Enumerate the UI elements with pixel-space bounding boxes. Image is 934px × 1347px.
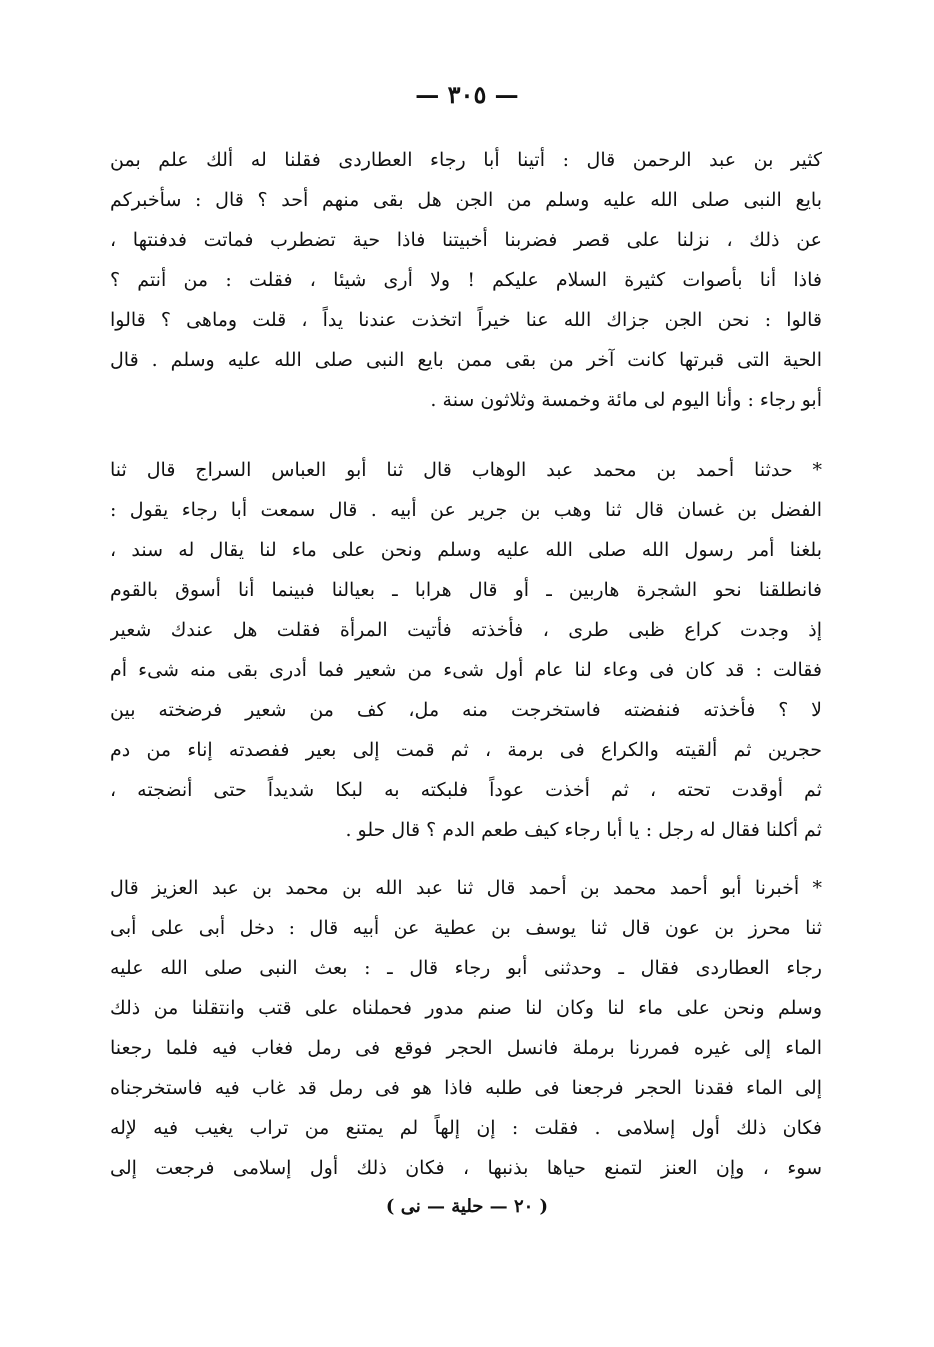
text-line: بلغنا أمر رسول الله صلى الله عليه وسلم ونحن على ماء لنا يقال له سند ،: [110, 539, 822, 561]
text-line: حجرين ثم ألقيته والكراع فى برمة ، ثم قمت إلى بعير ففصدته إناء من دم: [110, 739, 822, 761]
text-line: ثم أوقدت تحته ، ثم أخذت عوداً فلبكته به لبكا شديداً حتى أنضجته ،: [110, 779, 822, 801]
text-line: إلى الماء فقدنا الحجر فرجعنا فى طلبه فاذا هو فى رمل قد غاب فيه فاستخرجناه: [110, 1077, 822, 1099]
text-line: بايع النبى صلى الله عليه وسلم من الجن هل بقى منهم أحد ؟ قال : سأخبركم: [110, 189, 822, 211]
text-line: الحية التى قبرتها كانت آخر من بقى ممن بايع النبى صلى الله عليه وسلم . قال: [110, 349, 822, 371]
text-line: ثم أكلنا فقال له رجل : يا أبا رجاء كيف طعم الدم ؟ قال حلو .: [345, 819, 822, 841]
paragraph-1: [110, 140, 822, 420]
text-line: أبو رجاء : وأنا اليوم لى مائة وخمسة وثلاثون سنة .: [430, 389, 822, 411]
text-line: فقالت : قد كان فى وعاء لنا عام أول شىء من شعير فما أدرى بقى منه شىء أم: [110, 659, 822, 681]
text-line: فانطلقنا نحو الشجرة هاربين ـ أو قال هرابا ـ بعيالنا فبينما أنا أسوق بالقوم: [110, 579, 822, 601]
text-line: إذ وجدت كراع ظبى طرى ، فأخذته فأتيت المرأة فقلت هل عندك شعير: [110, 619, 822, 641]
text-line: الماء إلى غيره فمررنا برملة فانسل الحجر فوقع فى رمل فغاب فيه فلما رجعنا: [110, 1037, 822, 1059]
text-line: عن ذلك ، نزلنا على قصر فضربنا أخبيتنا فاذا حية تضطرب فماتت فدفنتها ،: [110, 229, 822, 251]
text-line: ثنا محرز بن عون قال ثنا يوسف بن عطية عن أبيه قال : دخل أبى على أبى: [110, 917, 822, 939]
footer-signature: ( ٢٠ — حلية — نى ): [385, 1196, 549, 1217]
text-line: الفضل بن غسان قال ثنا وهب بن جرير عن أبيه . قال سمعت أبا رجاء يقول :: [110, 499, 822, 521]
text-line: فكان ذلك أول إسلامى . فقلت : إن إلهاً لم يمتنع من تراب يغيب فيه لإله: [110, 1117, 822, 1139]
text-line: سوء ، وإن العنز لتمنع حياها بذنبها ، فكان ذلك أول إسلامى فرجعت إلى: [110, 1157, 822, 1179]
text-line: قالوا : نحن الجن جزاك الله عنا خيراً اتخذت عندنا يداً ، قلت وماهى ؟ قالوا: [110, 309, 822, 331]
text-line: رجاء العطاردى فقال ـ وحدثنى أبو رجاء قال ـ : بعث النبى صلى الله عليه: [110, 957, 822, 979]
page-number: — ٣٠٥ —: [415, 80, 519, 109]
paragraph-3: [110, 868, 822, 1188]
text-line: كثير بن عبد الرحمن قال : أتينا أبا رجاء العطاردى فقلنا له ألك علم بمن: [110, 149, 822, 171]
text-line: * حدثنا أحمد بن محمد عبد الوهاب قال ثنا أبو العباس السراج قال ثنا: [110, 459, 822, 481]
paragraph-2: [110, 450, 822, 850]
text-line: * أخبرنا أبو أحمد محمد بن أحمد قال ثنا عبد الله بن محمد بن عبد العزيز قال: [110, 877, 822, 899]
text-line: فاذا أنا بأصوات كثيرة السلام عليكم ! ولا أرى شيئا ، فقلت : من أنتم ؟: [110, 269, 822, 291]
text-line: وسلم ونحن على ماء لنا وكان لنا صنم مدور فحملناه على قتب وانتقلنا من ذلك: [110, 997, 822, 1019]
text-line: لا ؟ فأخذته فنفضته فاستخرجت منه مل، كف من شعير فرضخته بين: [110, 699, 822, 721]
